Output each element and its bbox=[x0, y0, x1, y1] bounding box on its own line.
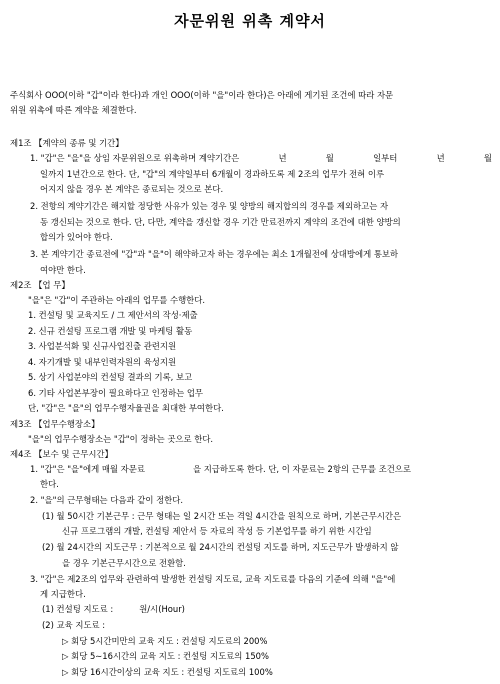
consulting-fee-line bbox=[42, 604, 185, 615]
clause-continuation: 게 지급한다. bbox=[40, 589, 86, 599]
education-fee-label: (2) 교육 지도료 : bbox=[42, 620, 106, 630]
clause-continuation: 신규 프로그램의 개발, 컨설팅 제안서 등 자료의 작성 등 기본업무를 하기 위한 시간임 bbox=[62, 526, 372, 536]
article-1-clause-1 bbox=[30, 153, 492, 164]
article-1-clause-2: 2. 전항의 계약기간은 해지할 정당한 사유가 있는 경우 및 양방의 해지합의의 경우를 제외하고는 자 bbox=[30, 201, 389, 211]
clause-continuation: 을 경우 기본근무시간으로 전환함. bbox=[62, 558, 186, 568]
article-3-text: "을"의 업무수행장소는 "갑"이 정하는 곳으로 한다. bbox=[28, 434, 214, 444]
duty-item: 6. 기타 사업본부장이 필요하다고 인정하는 업무 bbox=[28, 388, 204, 398]
date-year-end: 년 bbox=[436, 153, 445, 163]
article-4-clause-1 bbox=[30, 464, 411, 475]
article-2-note: 단, "갑"은 "을"의 업무수행자율권을 최대한 부여한다. bbox=[28, 403, 224, 413]
article-1-heading: 제1조 【계약의 종류 및 기간】 bbox=[10, 138, 124, 148]
clause-continuation: 일까지 1년간으로 한다. 단, "갑"의 계약일부터 6개월이 경과하도록 제 2조의 업무가 전혀 이루 bbox=[40, 169, 385, 179]
document-title: 자문위원 위촉 계약서 bbox=[174, 12, 326, 30]
clause-text: 을 지급하도록 한다. 단, 이 자문료는 2항의 근무를 조건으로 bbox=[192, 464, 411, 474]
clause-continuation: 한다. bbox=[40, 479, 59, 489]
article-3-heading: 제3조 【업무수행장소】 bbox=[10, 419, 100, 429]
duty-item: 3. 사업분석화 및 신규사업진출 관련지원 bbox=[28, 341, 177, 351]
clause-text: 1. "갑"은 "을"을 상임 자문위원으로 위촉하며 계약기간은 bbox=[30, 153, 240, 163]
clause-continuation: 여야만 한다. bbox=[40, 265, 86, 275]
intro-line: 주식회사 OOO(이하 "갑"이라 한다)과 개인 OOO(이하 "을"이라 한다)은 아래에 게기된 조건에 따라 자문 bbox=[10, 90, 394, 100]
date-month-end: 월 bbox=[483, 153, 492, 163]
article-4-clause-2: 2. "을"의 근무형태는 다음과 같이 정한다. bbox=[30, 495, 184, 505]
clause-continuation: 동 갱신되는 것으로 한다. 단, 다만, 계약을 갱신할 경우 기간 만료전까지 계약의 조건에 대한 양방의 bbox=[40, 217, 401, 227]
education-fee-item: ▷ 회당 16시간이상의 교육 지도 : 컨설팅 지도료의 100% bbox=[62, 667, 273, 677]
article-1-clause-3: 3. 본 계약기간 종료전에 "갑"과 "을"이 해약하고자 하는 경우에는 최소 1개월전에 상대방에게 통보하 bbox=[30, 249, 399, 259]
article-4-clause-3: 3. "갑"은 제2조의 업무와 관련하여 발생한 컨설팅 지도료, 교육 지도료를 다음의 기준에 의해 "을"에 bbox=[30, 574, 396, 584]
work-type-2: (2) 월 24시간의 지도근무 : 기본적으로 월 24시간의 컨설팅 지도를 하며, 지도근무가 발생하지 않 bbox=[42, 542, 399, 552]
date-year-start: 년 bbox=[278, 153, 287, 163]
education-fee-item: ▷ 회당 5∼16시간의 교육 지도 : 컨설팅 지도료의 150% bbox=[62, 651, 269, 661]
article-2-lead: "을"은 "갑"이 주관하는 아래의 업무를 수행한다. bbox=[28, 295, 206, 305]
clause-continuation: 합의가 있어야 한다. bbox=[40, 232, 113, 242]
work-type-1: (1) 월 50시간 기본근무 : 근무 형태는 일 2시간 또는 격일 4시간을 원칙으로 하며, 기본근무시간은 bbox=[42, 511, 402, 521]
clause-text: 1. "갑"은 "을"에게 매월 자문료 bbox=[30, 464, 145, 474]
date-day-start: 일부터 bbox=[373, 153, 398, 163]
duty-item: 2. 신규 컨설팅 프로그램 개발 및 마케팅 활동 bbox=[28, 326, 193, 336]
fee-label: (1) 컨설팅 지도료 : bbox=[42, 604, 114, 614]
duty-item: 4. 자기개발 및 내부인력자원의 육성지원 bbox=[28, 357, 177, 367]
duty-item: 5. 상기 사업분야의 컨설팅 결과의 기록, 보고 bbox=[28, 372, 193, 382]
education-fee-item: ▷ 회당 5시간미만의 교육 지도 : 컨설팅 지도료의 200% bbox=[62, 636, 268, 646]
article-2-heading: 제2조 【업 무】 bbox=[10, 280, 70, 290]
fee-unit: 원/시(Hour) bbox=[139, 604, 185, 614]
date-month-start: 월 bbox=[325, 153, 334, 163]
duty-item: 1. 컨설팅 및 교육지도 / 그 제안서의 작성·제출 bbox=[28, 310, 198, 320]
clause-continuation: 어지지 않을 경우 본 계약은 종료되는 것으로 본다. bbox=[40, 184, 224, 194]
intro-line: 위원 위촉에 따른 계약을 체결한다. bbox=[10, 105, 137, 115]
article-4-heading: 제4조 【보수 및 근무시간】 bbox=[10, 449, 113, 459]
